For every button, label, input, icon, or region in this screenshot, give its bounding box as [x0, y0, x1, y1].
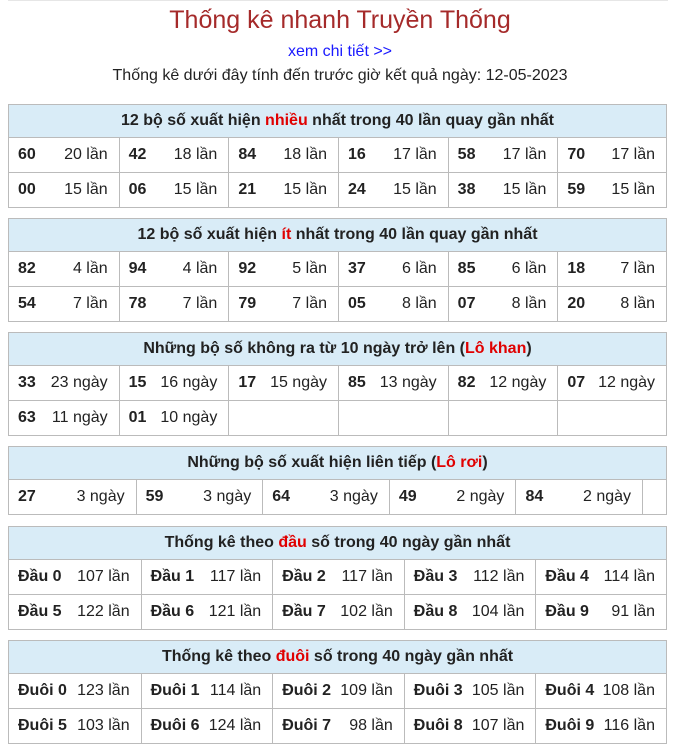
stat-row — [9, 138, 666, 172]
stat-key: 59 — [567, 181, 586, 198]
stat-key: 58 — [457, 146, 476, 163]
stat-cell — [228, 401, 338, 435]
stat-key: Đuôi 3 — [413, 682, 463, 699]
stat-value: 15 lần — [611, 181, 656, 198]
stat-cell — [272, 595, 404, 629]
stat-value: 123 lần — [77, 682, 130, 699]
stat-value: 109 lần — [340, 682, 393, 699]
stat-key: 82 — [18, 260, 36, 277]
stat-key: Đầu 5 — [18, 603, 62, 620]
heading-highlight: Lô khan — [465, 340, 527, 357]
stat-value: 17 lần — [393, 146, 437, 163]
stat-cell — [535, 674, 666, 708]
stat-cell — [9, 595, 141, 629]
stat-cell — [9, 173, 119, 207]
stat-row — [9, 708, 666, 743]
stat-value: 102 lần — [340, 603, 393, 620]
page-title: Thống kê nhanh Truyền Thống — [169, 6, 511, 34]
stat-cell — [119, 287, 229, 321]
heading-text: số trong 40 ngày gần nhất — [309, 648, 514, 665]
stat-value: 6 lần — [401, 260, 437, 277]
stat-cell — [9, 560, 141, 594]
heading-highlight: đuôi — [275, 648, 310, 665]
stat-value: 18 lần — [173, 146, 218, 163]
stat-cell — [9, 366, 119, 400]
heading-text: nhất trong 40 lần quay gần nhất — [291, 226, 538, 243]
lo-khan-section — [8, 332, 667, 436]
stat-cell — [9, 138, 119, 172]
stat-key: 16 — [348, 146, 366, 163]
heading-text: Thống kê theo — [164, 534, 279, 551]
stat-cell — [9, 480, 136, 514]
stat-cell — [557, 252, 666, 286]
stat-cell — [272, 709, 404, 743]
stat-value: 12 ngày — [598, 374, 656, 391]
stat-value: 7 lần — [182, 295, 218, 312]
stat-key: Đuôi 4 — [545, 682, 595, 699]
stat-key: Đuôi 5 — [18, 717, 67, 734]
stat-value: 8 lần — [620, 295, 656, 312]
stat-cell — [141, 595, 273, 629]
stat-value: 4 lần — [182, 260, 218, 277]
stat-cell — [9, 709, 141, 743]
stat-value: 10 ngày — [160, 409, 218, 426]
stat-key: 79 — [238, 295, 257, 312]
khan-heading — [9, 333, 666, 366]
stat-key: Đầu 4 — [545, 568, 589, 585]
stat-value: 105 lần — [471, 682, 525, 699]
stat-cell — [141, 560, 273, 594]
stat-key: 92 — [238, 260, 257, 277]
stat-value: 4 lần — [72, 260, 108, 277]
stat-key: Đầu 8 — [413, 603, 458, 620]
stat-value: 12 ngày — [489, 374, 547, 391]
top-divider — [8, 0, 668, 1]
stat-key: Đầu 2 — [282, 568, 326, 585]
stat-value: 15 lần — [173, 181, 218, 198]
stat-row — [9, 400, 666, 435]
stat-cell — [9, 287, 119, 321]
stat-cell — [272, 674, 404, 708]
stat-value: 91 lần — [611, 603, 655, 620]
stat-key: 00 — [18, 181, 36, 198]
stat-cell — [535, 595, 666, 629]
stat-value: 7 lần — [72, 295, 108, 312]
detail-link[interactable]: xem chi tiết >> — [287, 43, 393, 60]
date-line: Thống kê dưới đây tính đến trước giờ kết quả ngày: 12-05-2023 — [112, 67, 568, 84]
stat-value: 7 lần — [292, 295, 327, 312]
stat-key: 07 — [567, 374, 586, 391]
stat-value: 107 lần — [471, 717, 525, 734]
stat-value: 6 lần — [511, 260, 547, 277]
stat-key: 15 — [128, 374, 147, 391]
stat-key: 17 — [238, 374, 257, 391]
heading-text: số trong 40 ngày gần nhất — [306, 534, 511, 551]
stat-value: 15 lần — [502, 181, 547, 198]
stat-key: 59 — [145, 488, 164, 505]
stat-key: 21 — [238, 181, 257, 198]
stat-key: Đuôi 2 — [282, 682, 332, 699]
heading-text: nhất trong 40 lần quay gần nhất — [307, 112, 554, 129]
stat-key: Đuôi 6 — [150, 717, 200, 734]
stat-cell — [9, 252, 119, 286]
stat-cell — [535, 560, 666, 594]
heading-highlight: nhiều — [265, 112, 308, 129]
stat-cell — [404, 560, 536, 594]
heading-text: Thống kê theo — [161, 648, 276, 665]
stat-key: 94 — [128, 260, 147, 277]
stat-value: 17 lần — [611, 146, 656, 163]
stat-value: 8 lần — [401, 295, 437, 312]
stat-row — [9, 172, 666, 207]
stat-cell — [228, 252, 338, 286]
stat-key: 63 — [18, 409, 36, 426]
stat-value: 116 lần — [603, 717, 655, 734]
stat-key: 01 — [128, 409, 147, 426]
stat-value: 122 lần — [77, 603, 130, 620]
stat-cell — [338, 173, 448, 207]
stat-cell — [448, 252, 558, 286]
stat-value: 15 ngày — [270, 374, 327, 391]
stat-value: 16 ngày — [160, 374, 218, 391]
stat-cell — [119, 366, 229, 400]
stat-key: 06 — [128, 181, 147, 198]
stat-value: 7 lần — [620, 260, 656, 277]
stat-row — [9, 252, 666, 286]
stat-row — [9, 560, 666, 594]
stat-row — [9, 366, 666, 400]
stat-key: Đầu 0 — [18, 568, 62, 585]
stat-cell — [338, 366, 448, 400]
stat-cell — [389, 480, 516, 514]
stat-cell — [557, 366, 666, 400]
stat-value: 98 lần — [349, 717, 393, 734]
most-heading — [9, 105, 666, 138]
stat-row — [9, 286, 666, 321]
stat-key: Đầu 7 — [282, 603, 326, 620]
stat-cell — [9, 674, 141, 708]
stat-cell — [557, 401, 666, 435]
stat-cell — [557, 138, 666, 172]
stat-value: 20 lần — [64, 146, 108, 163]
stat-cell — [448, 173, 558, 207]
stat-key: 54 — [18, 295, 36, 312]
stat-row — [9, 674, 666, 708]
most-frequent-section — [8, 104, 667, 208]
heading-highlight: ít — [281, 226, 292, 243]
least-heading — [9, 219, 666, 252]
stat-cell — [642, 480, 666, 514]
stat-key: 27 — [18, 488, 36, 505]
heading-text: Những bộ số xuất hiện liên tiếp ( — [187, 454, 437, 471]
heading-highlight: Lô rơi — [436, 454, 483, 471]
stat-cell — [448, 366, 558, 400]
stat-cell — [448, 287, 558, 321]
stat-key: 64 — [272, 488, 291, 505]
stat-value: 114 lần — [603, 568, 655, 585]
stat-cell — [448, 401, 558, 435]
stat-value: 103 lần — [77, 717, 130, 734]
stat-cell — [338, 252, 448, 286]
stat-cell — [136, 480, 263, 514]
stat-key: Đầu 6 — [150, 603, 195, 620]
stat-key: 18 — [567, 260, 586, 277]
least-frequent-section — [8, 218, 667, 322]
heading-text: Những bộ số không ra từ 10 ngày trở lên ( — [143, 340, 465, 357]
stat-cell — [404, 674, 536, 708]
stat-cell — [119, 401, 229, 435]
heading-text: 12 bộ số xuất hiện — [137, 226, 282, 243]
stat-value: 15 lần — [283, 181, 327, 198]
stat-key: Đuôi 7 — [282, 717, 332, 734]
stat-key: 33 — [18, 374, 36, 391]
stat-cell — [9, 401, 119, 435]
stat-value: 5 lần — [292, 260, 327, 277]
stat-cell — [141, 674, 273, 708]
stat-key: 05 — [348, 295, 366, 312]
stat-cell — [338, 401, 448, 435]
stat-value: 18 lần — [283, 146, 327, 163]
stat-key: Đuôi 8 — [413, 717, 463, 734]
stat-cell — [141, 709, 273, 743]
stat-key: Đầu 1 — [150, 568, 195, 585]
stat-value: 124 lần — [208, 717, 262, 734]
stat-cell — [228, 287, 338, 321]
stat-cell — [228, 366, 338, 400]
lo-roi-section — [8, 446, 667, 515]
dau-section — [8, 526, 667, 630]
stat-cell — [404, 595, 536, 629]
stat-cell — [262, 480, 389, 514]
stat-row — [9, 480, 666, 514]
stat-cell — [338, 138, 448, 172]
stat-cell — [557, 173, 666, 207]
stat-key: 70 — [567, 146, 586, 163]
stat-key: Đuôi 1 — [150, 682, 200, 699]
stat-cell — [119, 252, 229, 286]
stat-key: 82 — [457, 374, 476, 391]
stat-value: 114 lần — [209, 682, 262, 699]
stat-cell — [119, 138, 229, 172]
stat-value: 117 lần — [341, 568, 393, 585]
stat-value: 13 ngày — [379, 374, 437, 391]
stat-cell — [535, 709, 666, 743]
stat-cell — [515, 480, 642, 514]
stat-value: 23 ngày — [50, 374, 108, 391]
stat-key: Đầu 9 — [545, 603, 589, 620]
stat-cell — [338, 287, 448, 321]
stat-cell — [119, 173, 229, 207]
stat-value: 8 lần — [511, 295, 547, 312]
stat-key: 84 — [525, 488, 544, 505]
stat-value: 107 lần — [77, 568, 130, 585]
stat-key: Đuôi 0 — [18, 682, 67, 699]
stat-key: 07 — [457, 295, 476, 312]
heading-highlight: đầu — [278, 534, 307, 551]
stat-cell — [448, 138, 558, 172]
stat-cell — [404, 709, 536, 743]
stat-key: 84 — [238, 146, 257, 163]
duoi-heading — [9, 641, 666, 674]
roi-heading — [9, 447, 666, 480]
stat-value: 2 ngày — [583, 488, 632, 505]
stat-key: 60 — [18, 146, 36, 163]
stat-key: 85 — [348, 374, 366, 391]
stat-key: 24 — [348, 181, 366, 198]
stat-key: 38 — [457, 181, 476, 198]
stat-cell — [272, 560, 404, 594]
heading-text: ) — [482, 454, 488, 471]
stat-value: 2 ngày — [456, 488, 505, 505]
heading-text: 12 bộ số xuất hiện — [121, 112, 266, 129]
stat-key: 85 — [457, 260, 476, 277]
stat-key: 49 — [398, 488, 417, 505]
stat-cell — [228, 138, 338, 172]
stat-key: 42 — [128, 146, 147, 163]
stat-value: 3 ngày — [329, 488, 378, 505]
stat-cell — [557, 287, 666, 321]
stat-key: 37 — [348, 260, 366, 277]
heading-text: ) — [526, 340, 532, 357]
stat-value: 104 lần — [471, 603, 525, 620]
stat-value: 15 lần — [64, 181, 108, 198]
stat-value: 108 lần — [602, 682, 655, 699]
stat-row — [9, 594, 666, 629]
stat-value: 3 ngày — [76, 488, 125, 505]
stat-value: 15 lần — [393, 181, 437, 198]
stat-value: 11 ngày — [51, 409, 108, 426]
duoi-section — [8, 640, 667, 744]
stat-value: 121 lần — [208, 603, 262, 620]
stat-key: 78 — [128, 295, 147, 312]
stat-value: 3 ngày — [203, 488, 252, 505]
stat-key: Đuôi 9 — [545, 717, 595, 734]
stat-value: 112 lần — [473, 568, 525, 585]
dau-heading — [9, 527, 666, 560]
stat-value: 17 lần — [502, 146, 547, 163]
stat-cell — [228, 173, 338, 207]
stat-key: Đầu 3 — [413, 568, 458, 585]
stat-key: 20 — [567, 295, 586, 312]
stat-value: 117 lần — [209, 568, 262, 585]
